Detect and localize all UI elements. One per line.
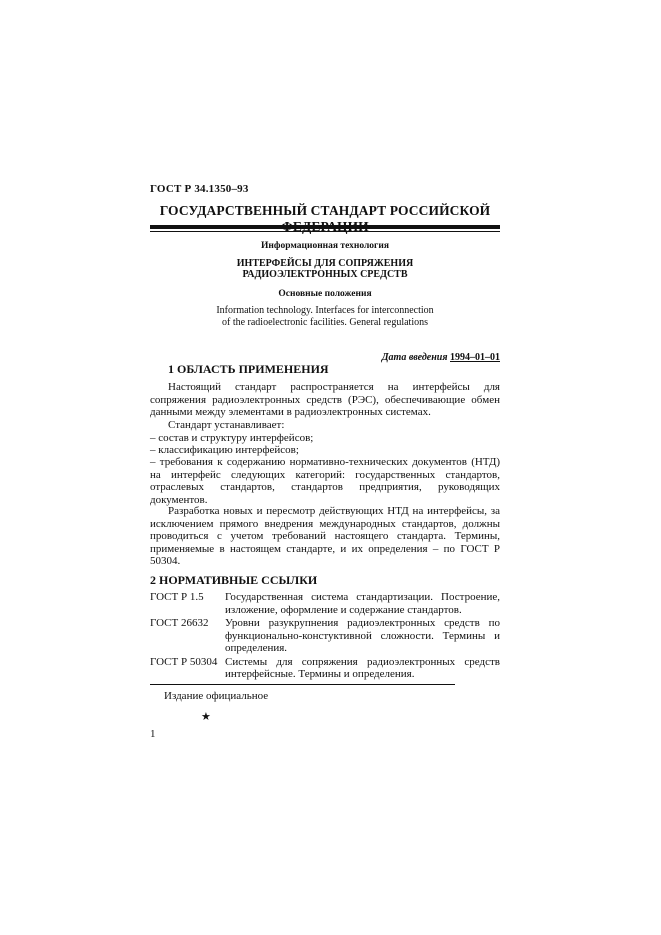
document-title-line-1: ИНТЕРФЕЙСЫ ДЛЯ СОПРЯЖЕНИЯ	[236, 258, 414, 269]
introduction-date-value: 1994–01–01	[450, 352, 500, 363]
star-icon: ★	[201, 711, 211, 723]
section-1-paragraph-2: Стандарт устанавливает:	[168, 419, 285, 431]
section-1-list-item-3: – требования к содержанию нормативно-технических документов (НТД) на интерфейс следующих категорий: государственных стандартов, отраслевых стандартов, стандартов предприятия, руководящих документов.	[150, 456, 500, 506]
normative-references-list	[150, 591, 500, 682]
reference-title: Уровни разукрупнения радиоэлектронных средств по функционально-констуктивной сложности. Термины и определения.	[225, 617, 500, 654]
introduction-date	[330, 352, 500, 363]
section-2-heading: 2 НОРМАТИВНЫЕ ССЫЛКИ	[150, 573, 318, 587]
reference-item	[150, 656, 500, 681]
section-1-paragraph-3: Разработка новых и пересмотр действующих НТД на интерфейсы, за исключением прямого внедрения международных стандартов, должны проводиться с учетом требований настоящего стандарта. Термины, применяемые в настоящем стандарте, и их определения – по ГОСТ Р 50304.	[150, 505, 500, 567]
reference-code: ГОСТ Р 1.5	[150, 591, 204, 603]
reference-code: ГОСТ 26632	[150, 617, 209, 629]
document-title-line-2: РАДИОЭЛЕКТРОННЫХ СРЕДСТВ	[242, 269, 408, 280]
standard-code: ГОСТ Р 34.1350–93	[150, 183, 249, 195]
introduction-date-label: Дата введения	[381, 352, 448, 363]
page-number: 1	[150, 728, 156, 740]
official-edition-label: Издание официальное	[164, 690, 269, 702]
reference-title: Государственная система стандартизации. Построение, изложение, оформление и содержание стандартов.	[225, 591, 500, 616]
english-title-line-1: Information technology. Interfaces for interconnection	[216, 305, 434, 316]
footer-rule	[150, 684, 455, 685]
state-standard-title: ГОСУДАРСТВЕННЫЙ СТАНДАРТ РОССИЙСКОЙ	[159, 203, 491, 218]
reference-title: Системы для сопряжения радиоэлектронных средств интерфейсные. Термины и определения.	[225, 655, 500, 680]
reference-item	[150, 591, 500, 616]
document-subtitle: Основные положения	[278, 289, 372, 299]
section-1-paragraph-1: Настоящий стандарт распространяется на интерфейсы для сопряжения радиоэлектронных средств (РЭС), обеспечивающие обмен данными между элементами в радиоэлектронных системах.	[150, 381, 500, 418]
english-title-line-2: of the radioelectronic facilities. General regulations	[221, 317, 429, 328]
section-1-list-item-1: – состав и структуру интерфейсов;	[150, 432, 314, 444]
section-1-list-item-2: – классификацию интерфейсов;	[150, 444, 299, 456]
title-rule-thick	[150, 225, 500, 229]
reference-code: ГОСТ Р 50304	[150, 655, 218, 668]
document-title	[150, 258, 500, 280]
title-rule-thin	[150, 231, 500, 232]
section-1-heading: 1 ОБЛАСТЬ ПРИМЕНЕНИЯ	[168, 362, 329, 376]
english-title	[150, 305, 500, 329]
reference-item	[150, 617, 500, 655]
subject-area: Информационная технология	[261, 241, 389, 251]
